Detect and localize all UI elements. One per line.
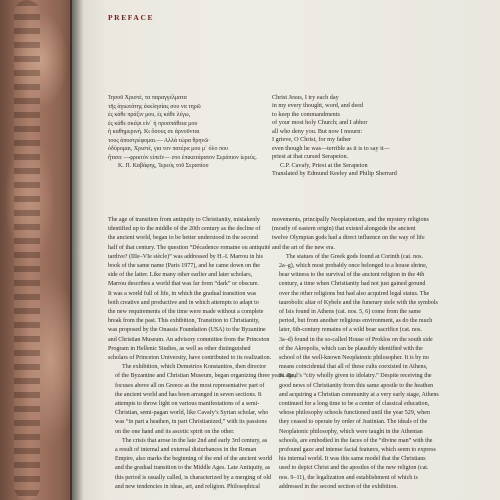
english-poem-line: Christ Jesus, I try each day (272, 94, 339, 101)
body-text-line: The statues of the Greek gods found at Corinth (cat. nos. (286, 253, 424, 260)
body-text-line: The age of transition from antiquity to Christianity, mistakenly (108, 217, 260, 223)
english-poem-line: of your most holy Church; and I abhor (272, 119, 368, 127)
book-gutter (70, 0, 84, 500)
body-column-left (108, 216, 296, 492)
body-text-line: identified up to the middle of the 20th century as the decline of (108, 226, 261, 233)
body-text-line: Program in Hellenic Studies, as well as other distinguished (108, 345, 251, 352)
english-poem-line: priest at that cursed Serapeion. (272, 153, 349, 161)
body-column-right (272, 216, 454, 492)
body-text-line: twelve Olympian gods had a direct influence on the way of life (272, 235, 425, 242)
greek-poem-line: ἐς κάθε σκέψι εἰν᾽ ἡ προσπάθεια μου (108, 120, 198, 127)
translation-credit: Translated by Edmund Keeley and Philip Sherrard (272, 170, 397, 178)
body-text-line: scholars of Princeton University, have contributed to its realization. (108, 355, 272, 362)
body-text-line: was proposed by the Onassis Foundation (USA) to the Byzantine (108, 327, 266, 334)
body-text-line: this period is usually called, is characterized by a merging of old (115, 474, 272, 481)
body-text-line: the ancient world, began to be better understood in the second (108, 235, 258, 242)
body-text-line: continued for a long time to be a center of classical education, (279, 401, 430, 408)
body-text-line: movements, principally Neoplatonism, and the mystery religions (272, 217, 429, 223)
body-text-line: Empire, also marks the beginning of the end of the ancient world (115, 456, 273, 463)
body-text-line: (mostly of eastern origin) that existed alongside the ancient (272, 226, 416, 233)
english-poem (272, 94, 472, 179)
body-text-line: bear witness to the survival of the ancient religion in the 4th (279, 272, 425, 279)
body-text-line: school of the well-known Neoplatonic philosopher. It is by no (279, 355, 429, 362)
body-text-line: profound gaze and intense facial features, which seem to express (279, 447, 436, 454)
body-text-line: of Isis found in Athens (cat. nos. 5, 6) come from the same (279, 309, 421, 316)
body-text-line: addressed in the second section of the exhibition. (279, 483, 398, 490)
body-paragraph (108, 437, 286, 492)
body-paragraph (272, 216, 454, 253)
body-text-line: means coincidental that all of these cults coexisted in Athens, (279, 364, 428, 371)
greek-poem-line: ἡ καθημερινή. Κι ὅσους σε ἀρνοῦνται (108, 129, 200, 136)
body-text-line: the ancient world and has been arranged in seven sections. It (115, 391, 262, 398)
body-text-line: of the Akropolis, which can be plausibly identified with the (279, 345, 423, 352)
body-text-line: they ceased to operate by order of Justinian. The ideals of the (279, 419, 428, 426)
body-text-line: whose philosophy schools functioned until the year 529, when (279, 410, 430, 417)
body-text-line: the new requirements of the time were made without a complete (108, 309, 264, 316)
body-text-line: was “in part a heathen, in part Christianized,” with its passions (115, 419, 267, 426)
body-text-line: schools, are embodied in the faces of the “divine man” with the (279, 437, 433, 444)
body-text-line: both creative and productive and in which attempts to adapt to (108, 299, 259, 306)
greek-poem-line: ἐς κάθε πράξιν μου, ἐς κάθε λέγω, (108, 112, 191, 119)
body-text-line: side of the latter. Like many other earlier and later scholars, (108, 272, 253, 279)
body-text-line: taurobolic altar of Kybele and the funerary stele with the symbols (279, 299, 438, 306)
body-text-line: attempts to throw light on various manifestations of a semi- (115, 401, 260, 408)
body-text-line: and the art of the new era. (272, 244, 335, 251)
body-text-line: nos. 9–11), the legalization and establishment of which is (279, 474, 418, 481)
english-poem-line: to keep the commandments (272, 110, 340, 118)
body-text-line: focuses above all on Greece as the most representative part of (115, 382, 265, 389)
body-text-line: on the one hand and its ascetic spirit on the other. (115, 428, 235, 435)
body-text-line: good news of Christianity from this same apostle to the heathen (279, 382, 434, 389)
body-text-line: Neoplatonic philosophy, which were taught in the Athenian (279, 428, 423, 435)
greek-poem-line: ὀδύρομαι, Χριστέ, για τον πατέρα μου μ᾽ όλο που (108, 146, 228, 153)
english-attribution: C.P. Cavafy, Priest at the Serapeion (280, 161, 368, 169)
body-paragraph (108, 363, 296, 437)
body-text-line: a result of internal and external disturbances in the Roman (115, 447, 257, 454)
greek-poem (108, 94, 298, 171)
body-text-line: used to depict Christ and the apostles of the new religion (cat. (279, 465, 429, 472)
body-text-line: and new tendencies in ideas, art, and religion. Philosophical (115, 483, 260, 490)
greek-poem-line: τους ἀποστρέφομαι.— Αλλά τώρα θρηνῶ· (108, 137, 211, 144)
body-paragraph (108, 216, 286, 363)
body-text-line: St. Paul’s “city wholly given to idolatry.” Despite receiving the (279, 373, 432, 380)
body-text-line: and the gradual transition to the Middle Ages. Late Antiquity, as (115, 465, 271, 472)
body-paragraph (272, 253, 454, 492)
greek-poem-line: ἤτανε —φρικτόν εἰπεῖν— στο ἐπικατάρατον Σεράπιον ἱερεύς. (108, 154, 257, 161)
english-poem-line: all who deny you. But now I mourn: (272, 127, 363, 135)
body-text-line: later, 6th-century remains of a wild boar sacrifice (cat. nos. (279, 327, 422, 334)
greek-poem-line: τῆς ἁγιωτάτης ἐκκλησίας σου να τηρῶ (108, 103, 201, 110)
body-text-line: century, a time when Christianity had not just gained ground (279, 281, 426, 288)
greek-attribution: Κ. Π. Καβάφης, Ἱερεὺς τοῦ Σεραπίου (118, 163, 209, 170)
body-text-line: over the other religions but had also acquired legal status. The (279, 290, 430, 297)
body-text-line: 2a–g), which most probably once belonged to a house shrine, (279, 263, 428, 270)
body-text-line: The crisis that arose in the late 2nd and early 3rd century, as (122, 437, 268, 444)
english-poem-line: I grieve, O Christ, for my father (272, 136, 352, 144)
body-text-line: 3a–d) found in the so-called House of Proklos on the south side (279, 336, 433, 343)
greek-poem-line: Ἰησοῦ Χριστέ, τα παραγγέλματα (108, 95, 187, 101)
english-poem-line: even though he was—terrible as it is to say it— (272, 144, 390, 152)
book-page (72, 0, 500, 500)
body-text-line: Christian, semi-pagan world, like Cavafy’s Syrian scholar, who (115, 410, 269, 417)
body-text-line: his internal world. It was this same model that the Christians (279, 456, 426, 463)
body-text-line: tardive? (IIIe–VIe siècle)” was addressed by H.-I. Marrou in his (108, 253, 263, 260)
body-text-line: of the Byzantine and Christian Museum, began organizing three years ago, (115, 373, 296, 380)
body-text-line: It was a world full of life, in which the gradual transition was (108, 290, 257, 297)
body-text-line: book of the same name (Paris 1977), and he came down on the (108, 263, 260, 270)
body-text-line: The exhibition, which Demetrios Konstantios, then director (122, 364, 267, 371)
page-header: PREFACE (108, 13, 155, 22)
body-text-line: and acquiring a Christian community at a very early stage, Athens (279, 391, 439, 398)
body-text-line: Marrou describes a world that was far from “dark” or obscure. (108, 281, 259, 288)
english-poem-line: in my every thought, word, and deed (272, 102, 364, 110)
body-text-line: period, but from another religious environment, as do the much (279, 318, 433, 325)
body-text-line: break from the past. This exhibition, Transition to Christianity, (108, 318, 260, 325)
body-text-line: and Christian Museum. An advisory committee from the Princeton (108, 336, 270, 343)
body-text-line: half of that century. The question “Décadence romaine ou antiquité (108, 244, 271, 251)
